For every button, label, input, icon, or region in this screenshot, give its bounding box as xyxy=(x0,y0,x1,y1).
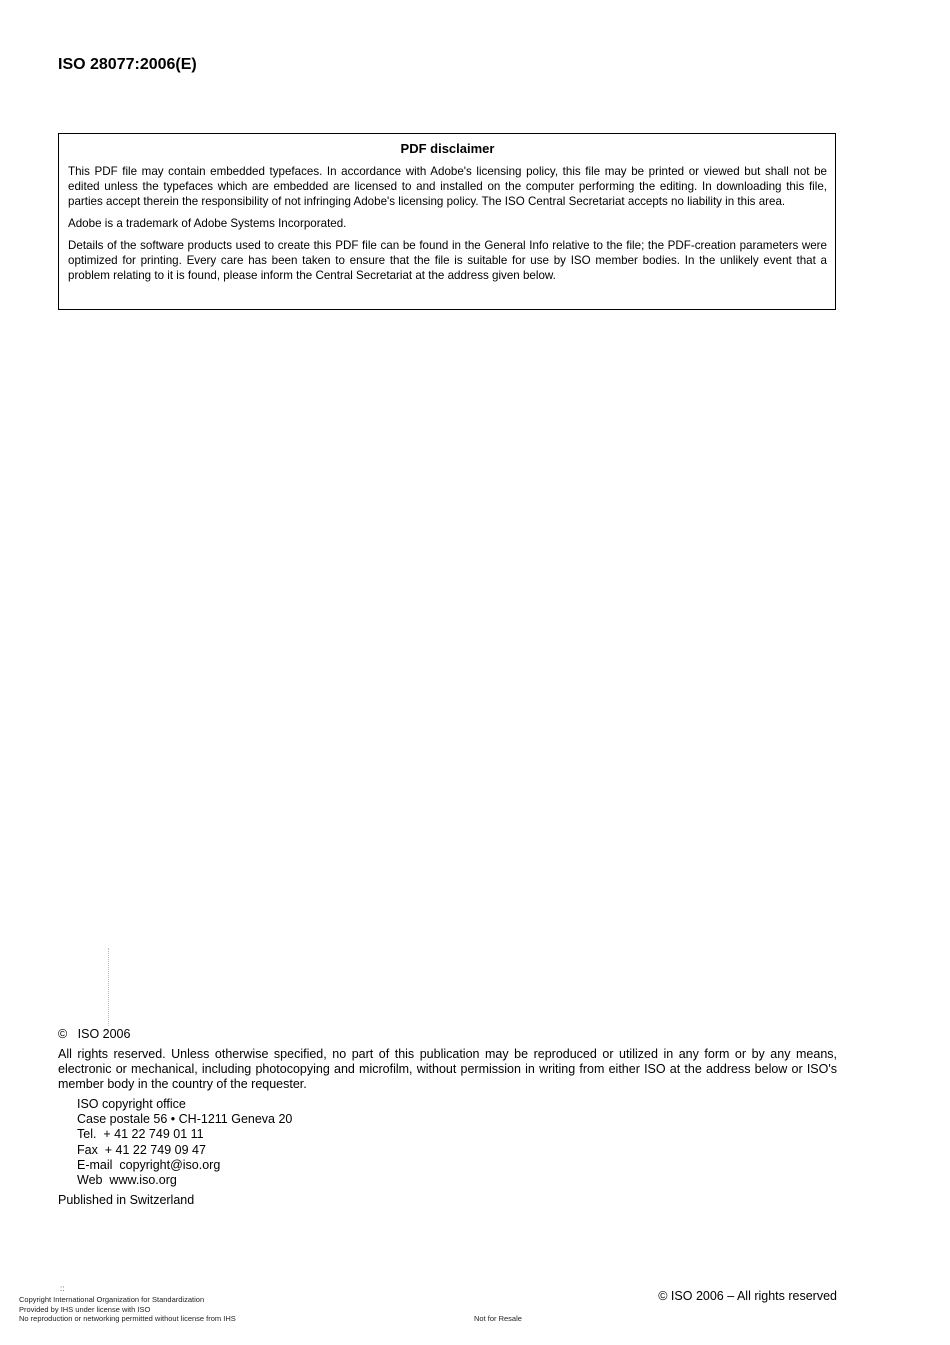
pdf-disclaimer-box xyxy=(58,133,836,310)
rights-reserved-paragraph: All rights reserved. Unless otherwise specified, no part of this publication may be reproduced or utilized in any form or by any means, electronic or mechanical, including photocopying and microfilm, without permission in writing from either ISO at the address below or ISO's member body in the country of the requester. xyxy=(58,1047,837,1091)
footer-copyright: © ISO 2006 – All rights reserved xyxy=(658,1289,837,1303)
iso-address-block xyxy=(77,1097,292,1188)
footer-dots-mark: :: xyxy=(60,1284,65,1293)
copyright-notice: © ISO 2006 xyxy=(58,1027,131,1041)
disclaimer-title: PDF disclaimer xyxy=(400,141,495,156)
dotted-scan-mark xyxy=(108,948,109,1026)
disclaimer-paragraph-typefaces: This PDF file may contain embedded typefaces. In accordance with Adobe's licensing policy, this file may be printed or viewed but shall not be edited unless the typefaces which are embedded are licensed to and installed on the computer performing the editing. In downloading this file, parties accept therein the responsibility of not infringing Adobe's licensing policy. The ISO Central Secretariat accepts no liability in this area. xyxy=(68,165,827,208)
address-telephone: Tel. + 41 22 749 01 11 xyxy=(77,1127,204,1142)
document-id-header: ISO 28077:2006(E) xyxy=(58,56,197,73)
published-location: Published in Switzerland xyxy=(58,1193,195,1207)
footer-not-for-resale: Not for Resale xyxy=(474,1314,522,1323)
footer-license-text xyxy=(19,1295,236,1324)
disclaimer-paragraph-trademark: Adobe is a trademark of Adobe Systems Incorporated. xyxy=(68,217,347,230)
address-email: E-mail copyright@iso.org xyxy=(77,1157,221,1172)
address-office: ISO copyright office xyxy=(77,1097,186,1111)
footer-license-line: No reproduction or networking permitted without license from IHS xyxy=(19,1314,236,1323)
address-web: Web www.iso.org xyxy=(77,1173,177,1188)
address-fax: Fax + 41 22 749 09 47 xyxy=(77,1142,206,1157)
footer-license-line: Provided by IHS under license with ISO xyxy=(19,1304,151,1314)
footer-license-line: Copyright International Organization for Standardization xyxy=(19,1295,205,1304)
address-postal: Case postale 56 • CH-1211 Geneva 20 xyxy=(77,1112,293,1127)
disclaimer-paragraph-details: Details of the software products used to create this PDF file can be found in the General Info relative to the file; the PDF-creation parameters were optimized for printing. Every care has been taken to ensure that the file is suitable for use by ISO member bodies. In the unlikely event that a problem relating to it is found, please inform the Central Secretariat at the address given below. xyxy=(68,239,827,282)
